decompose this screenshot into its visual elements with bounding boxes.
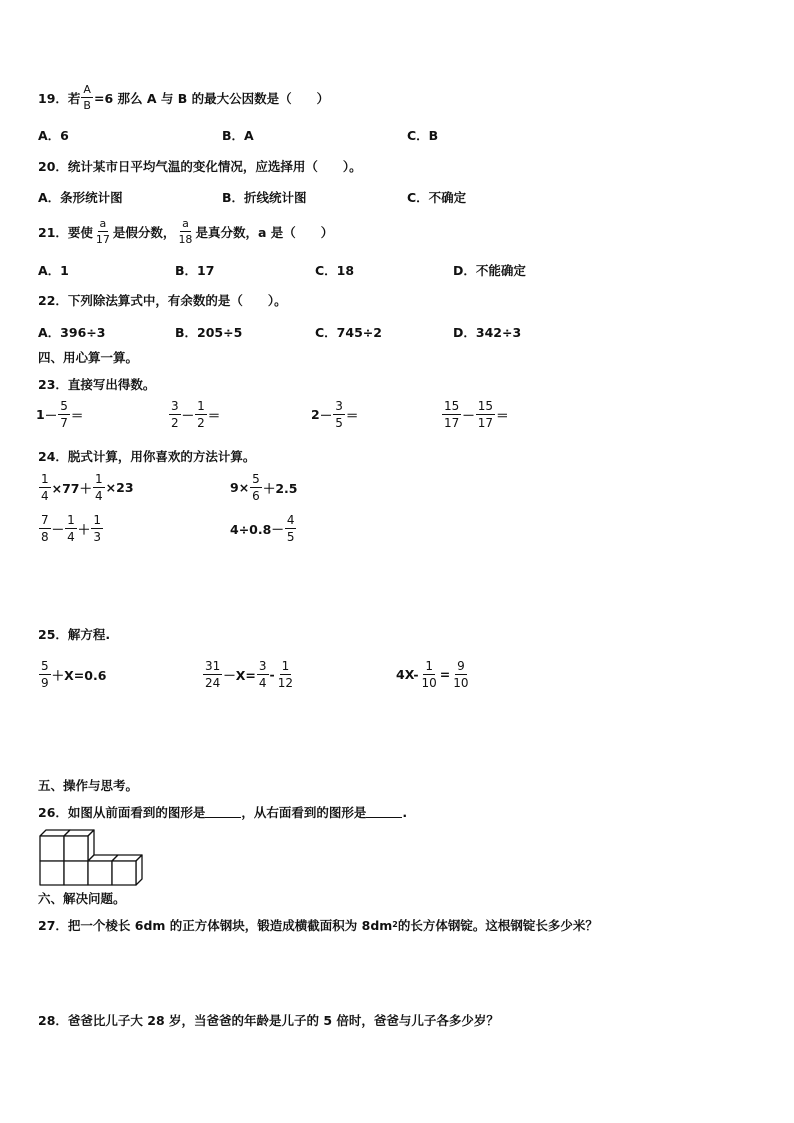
q24-e4-fraction bbox=[285, 514, 297, 543]
cube-front-face bbox=[64, 836, 88, 861]
cube-front-face bbox=[40, 861, 64, 885]
q23-e2-den2: 2 bbox=[197, 416, 205, 430]
q25-e2-fraction-1 bbox=[203, 660, 222, 689]
q23-e3-fraction bbox=[333, 400, 345, 429]
q21-frac2-num: a bbox=[182, 217, 189, 230]
q24-e3-den2: 4 bbox=[67, 530, 75, 544]
q19-fraction bbox=[81, 84, 93, 111]
q25-e3-den1: 10 bbox=[421, 676, 437, 690]
q23-e3-den: 5 bbox=[335, 416, 343, 430]
q19-option-c: C．B bbox=[407, 128, 439, 143]
q23-e4-op: － bbox=[462, 407, 475, 423]
q24-e3-den3: 3 bbox=[93, 530, 101, 544]
q25-e3-num2: 9 bbox=[457, 659, 465, 673]
question-24: 24．脱式计算，用你喜欢的方法计算。 bbox=[38, 449, 256, 464]
q24-e1-num2: 1 bbox=[95, 472, 103, 486]
question-25: 25．解方程. bbox=[38, 627, 111, 642]
cube-front-face bbox=[88, 861, 112, 885]
q23-e2-fraction-2 bbox=[195, 400, 207, 429]
q20-option-b: B．折线统计图 bbox=[222, 190, 307, 205]
q25-equation-2 bbox=[202, 660, 296, 689]
q25-e2-den2: 4 bbox=[258, 676, 267, 690]
q25-e1-fraction bbox=[39, 660, 51, 689]
q24-e3-num1: 7 bbox=[41, 513, 49, 527]
q24-e4-num: 4 bbox=[286, 513, 295, 527]
q24-e1-fraction-2 bbox=[93, 473, 105, 502]
q24-e3-fraction-2 bbox=[65, 514, 77, 543]
q21-option-b: B．17 bbox=[175, 263, 215, 278]
q23-e2-num1: 3 bbox=[171, 399, 179, 413]
q19-pre: 若 bbox=[67, 90, 81, 106]
question-22: 22．下列除法算式中，有余数的是（ ）。 bbox=[38, 293, 287, 308]
q21-option-a: A．1 bbox=[38, 263, 69, 278]
q19-number: 19． bbox=[38, 90, 68, 106]
q23-e2-eq: ＝ bbox=[207, 407, 221, 423]
q25-e3-a: 4X- bbox=[396, 667, 419, 682]
q24-e1-mid2: ×23 bbox=[105, 480, 134, 495]
q23-expression-4 bbox=[441, 400, 509, 429]
q25-e2-den3: 12 bbox=[277, 676, 294, 690]
q25-e2-num2: 3 bbox=[258, 659, 267, 673]
question-23: 23．直接写出得数。 bbox=[38, 377, 156, 392]
q19-frac-den: B bbox=[83, 99, 91, 112]
cube-side-face bbox=[136, 855, 142, 885]
q21-frac1-den: 17 bbox=[95, 233, 110, 246]
q23-e4-eq: ＝ bbox=[496, 407, 509, 423]
q24-e1-num1: 1 bbox=[41, 472, 49, 486]
q20-option-a: A．条形统计图 bbox=[38, 190, 123, 205]
q26-blank-front[interactable] bbox=[205, 807, 241, 818]
q23-e1-a: 1 bbox=[36, 407, 45, 422]
cube-front-face bbox=[64, 861, 88, 885]
q25-e2-fraction-3 bbox=[276, 660, 295, 689]
question-28: 28．爸爸比儿子大 28 岁，当爸爸的年龄是儿子的 5 倍时，爸爸与儿子各多少岁？ bbox=[38, 1013, 499, 1028]
q23-e4-num2: 15 bbox=[477, 399, 494, 413]
q24-e1-den1: 4 bbox=[41, 489, 49, 503]
q23-expression-2 bbox=[168, 400, 220, 429]
q25-e2-num1: 31 bbox=[205, 659, 221, 673]
q24-expression-2 bbox=[230, 473, 297, 502]
q23-e1-num: 5 bbox=[60, 399, 68, 413]
q21-option-d: D．不能确定 bbox=[453, 263, 526, 278]
q25-e1-num: 5 bbox=[41, 659, 49, 673]
q24-e4-den: 5 bbox=[286, 530, 295, 544]
question-19 bbox=[38, 84, 329, 111]
q19-post: =6 那么 A 与 B 的最大公因数是（ ） bbox=[93, 90, 330, 106]
q21-frac2-den: 18 bbox=[178, 233, 193, 246]
q25-e3-den2: 10 bbox=[453, 676, 469, 690]
q24-e3-num2: 1 bbox=[67, 513, 75, 527]
q22-option-a: A．396÷3 bbox=[38, 325, 106, 340]
q27-post: 的长方体钢锭。这根钢锭长多少米？ bbox=[397, 918, 598, 933]
q23-e1-den: 7 bbox=[60, 416, 68, 430]
q19-frac-num: A bbox=[83, 83, 91, 96]
q21-fraction-2 bbox=[176, 218, 194, 245]
section-5-title: 五、操作与思考。 bbox=[38, 778, 139, 793]
q24-e2-den: 6 bbox=[252, 489, 260, 503]
q26-post: . bbox=[402, 804, 408, 820]
q25-e2-num3: 1 bbox=[281, 659, 290, 673]
question-27: 27．把一个棱长 6dm 的正方体钢块，锻造成横截面积为 8dm 2 的长方体钢锭。这根钢锭长多少米？ bbox=[38, 918, 598, 933]
q25-e3-fraction-1 bbox=[420, 660, 439, 689]
q26-mid: ，从右面看到的图形是 bbox=[241, 805, 367, 820]
q24-expression-1 bbox=[38, 473, 134, 502]
q26-pre: 26．如图从前面看到的图形是 bbox=[38, 805, 206, 820]
q23-e4-den1: 17 bbox=[444, 416, 460, 430]
q25-equation-3 bbox=[396, 660, 472, 689]
q25-e3-eq: = bbox=[439, 667, 451, 682]
section-4-title: 四、用心算一算。 bbox=[38, 350, 139, 365]
q25-e2-den1: 24 bbox=[205, 676, 221, 690]
q23-e4-fraction-2 bbox=[476, 400, 495, 429]
q25-e2-mid: －X= bbox=[223, 667, 256, 683]
q24-e2-fraction bbox=[250, 473, 262, 502]
q22-option-d: D．342÷3 bbox=[453, 325, 522, 340]
q24-e3-fraction-3 bbox=[91, 514, 103, 543]
q24-expression-3 bbox=[38, 514, 104, 543]
q24-e2-b: ＋2.5 bbox=[262, 480, 298, 496]
q21-post: 是真分数，a 是（ ） bbox=[195, 224, 334, 240]
q24-e3-fraction-1 bbox=[39, 514, 51, 543]
q24-e1-fraction-1 bbox=[39, 473, 51, 502]
q25-e2-op: - bbox=[269, 667, 275, 682]
q23-e1-fraction bbox=[58, 400, 70, 429]
q23-e3-op: － bbox=[319, 407, 333, 423]
question-26 bbox=[38, 803, 407, 821]
q24-e3-den1: 8 bbox=[41, 530, 49, 544]
q23-e1-eq: ＝ bbox=[70, 407, 84, 423]
q23-e2-fraction-1 bbox=[169, 400, 181, 429]
q23-expression-3 bbox=[311, 400, 358, 429]
q24-e4-a: 4÷0.8－ bbox=[230, 521, 284, 537]
q23-e1-op: － bbox=[44, 407, 58, 423]
q24-e2-num: 5 bbox=[252, 472, 260, 486]
q25-equation-1 bbox=[38, 660, 106, 689]
cube-front-face bbox=[112, 861, 136, 885]
question-21 bbox=[38, 218, 333, 245]
q26-blank-right[interactable] bbox=[366, 807, 402, 818]
q23-e2-den1: 2 bbox=[171, 416, 179, 430]
q19-option-b: B．A bbox=[222, 128, 254, 143]
q24-e1-mid1: ×77＋ bbox=[51, 480, 93, 496]
cube-stack-figure bbox=[36, 826, 148, 886]
q21-mid: 是假分数， bbox=[112, 224, 176, 240]
q20-option-c: C．不确定 bbox=[407, 190, 467, 205]
q25-e2-fraction-2 bbox=[257, 660, 269, 689]
q25-e3-fraction-2 bbox=[451, 660, 470, 689]
section-6-title: 六、解决问题。 bbox=[38, 891, 126, 906]
q23-e3-num: 3 bbox=[335, 399, 343, 413]
q21-option-c: C．18 bbox=[315, 263, 355, 278]
q23-expression-1 bbox=[36, 400, 83, 429]
q24-expression-4 bbox=[230, 514, 297, 543]
q24-e3-num3: 1 bbox=[93, 513, 101, 527]
q21-fraction-1 bbox=[94, 218, 112, 245]
q25-e3-num1: 1 bbox=[425, 659, 433, 673]
q23-e2-num2: 1 bbox=[197, 399, 205, 413]
cube-front-face bbox=[40, 836, 64, 861]
q25-e1-den: 9 bbox=[41, 676, 49, 690]
q23-e4-num1: 15 bbox=[444, 399, 460, 413]
q22-option-b: B．205÷5 bbox=[175, 325, 243, 340]
q24-e2-a: 9× bbox=[230, 480, 250, 495]
q21-pre: 要使 bbox=[67, 224, 93, 240]
q23-e4-fraction-1 bbox=[442, 400, 461, 429]
q23-e2-op: － bbox=[181, 407, 195, 423]
q23-e3-eq: ＝ bbox=[345, 407, 359, 423]
question-20: 20．统计某市日平均气温的变化情况，应选择用（ ）。 bbox=[38, 159, 362, 174]
q24-e1-den2: 4 bbox=[95, 489, 103, 503]
q21-frac1-num: a bbox=[99, 217, 107, 230]
q21-number: 21． bbox=[38, 224, 68, 240]
q22-option-c: C．745÷2 bbox=[315, 325, 382, 340]
q24-e3-op2: ＋ bbox=[77, 521, 91, 537]
q25-e1-b: ＋X=0.6 bbox=[51, 667, 107, 683]
q23-e4-den2: 17 bbox=[477, 416, 494, 430]
q24-e3-op1: － bbox=[51, 521, 65, 537]
q23-e3-a: 2 bbox=[311, 407, 320, 422]
q19-option-a: A．6 bbox=[38, 128, 69, 143]
q27-pre: 27．把一个棱长 6dm 的正方体钢块，锻造成横截面积为 8dm bbox=[38, 918, 393, 933]
